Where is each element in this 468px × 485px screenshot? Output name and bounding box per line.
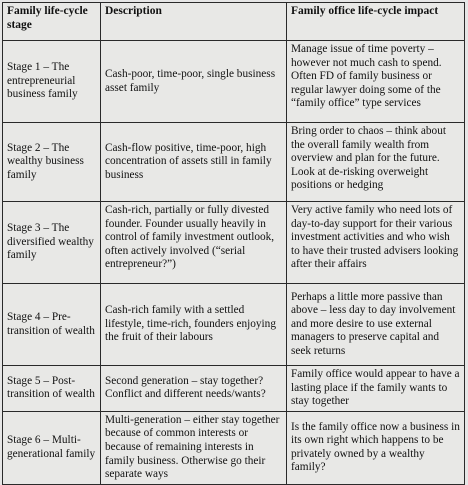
description-cell: Multi-generation – either stay together because of common interests or because of remaining interests in family business. Otherwise go their separate ways (101, 411, 287, 484)
impact-cell: Bring order to chaos – think about the overall family wealth from overview and plan for the future. Look at de-risking overweight positions or hedging (287, 123, 465, 202)
impact-cell: Very active family who need lots of day-to-day support for their various investment activities and who wish to have their trusted advisers looking after their affairs (287, 202, 465, 284)
table-row (3, 411, 465, 484)
stage-cell: Stage 3 – The diversified wealthy family (3, 202, 101, 284)
impact-cell: Perhaps a little more passive than above – less day to day involvement and more desire to use external managers to preserve capital and seek returns (287, 284, 465, 366)
stage-cell: Stage 2 – The wealthy business family (3, 123, 101, 202)
description-cell: Cash-flow positive, time-poor, high concentration of assets still in family business (101, 123, 287, 202)
table-row (3, 202, 465, 284)
document-page (2, 2, 464, 481)
impact-cell: Is the family office now a business in its own right which happens to be privately owned by a wealthy family? (287, 411, 465, 484)
table-row (3, 284, 465, 366)
header-row (3, 3, 465, 41)
table-row (3, 366, 465, 412)
description-cell: Cash-rich family with a settled lifestyle, time-rich, founders enjoying the fruit of their labours (101, 284, 287, 366)
family-life-cycle-table (2, 2, 465, 485)
description-cell: Cash-poor, time-poor, single business asset family (101, 41, 287, 123)
stage-cell: Stage 1 – The entrepreneurial business family (3, 41, 101, 123)
header-stage: Family life-cycle stage (3, 3, 101, 41)
impact-cell: Family office would appear to have a lasting place if the family wants to stay together (287, 366, 465, 412)
stage-cell: Stage 4 – Pre-transition of wealth (3, 284, 101, 366)
table-row (3, 123, 465, 202)
header-impact: Family office life-cycle impact (287, 3, 465, 41)
header-description: Description (101, 3, 287, 41)
description-cell: Second generation – stay together? Conflict and different needs/wants? (101, 366, 287, 412)
table-row (3, 41, 465, 123)
stage-cell: Stage 6 – Multi-generational family (3, 411, 101, 484)
impact-cell: Manage issue of time poverty – however not much cash to spend. Often FD of family business or regular lawyer doing some of the “family office” type services (287, 41, 465, 123)
stage-cell: Stage 5 – Post-transition of wealth (3, 366, 101, 412)
description-cell: Cash-rich, partially or fully divested founder. Founder usually heavily in control of family investment outlook, often actively involved (“serial entrepreneur?”) (101, 202, 287, 284)
